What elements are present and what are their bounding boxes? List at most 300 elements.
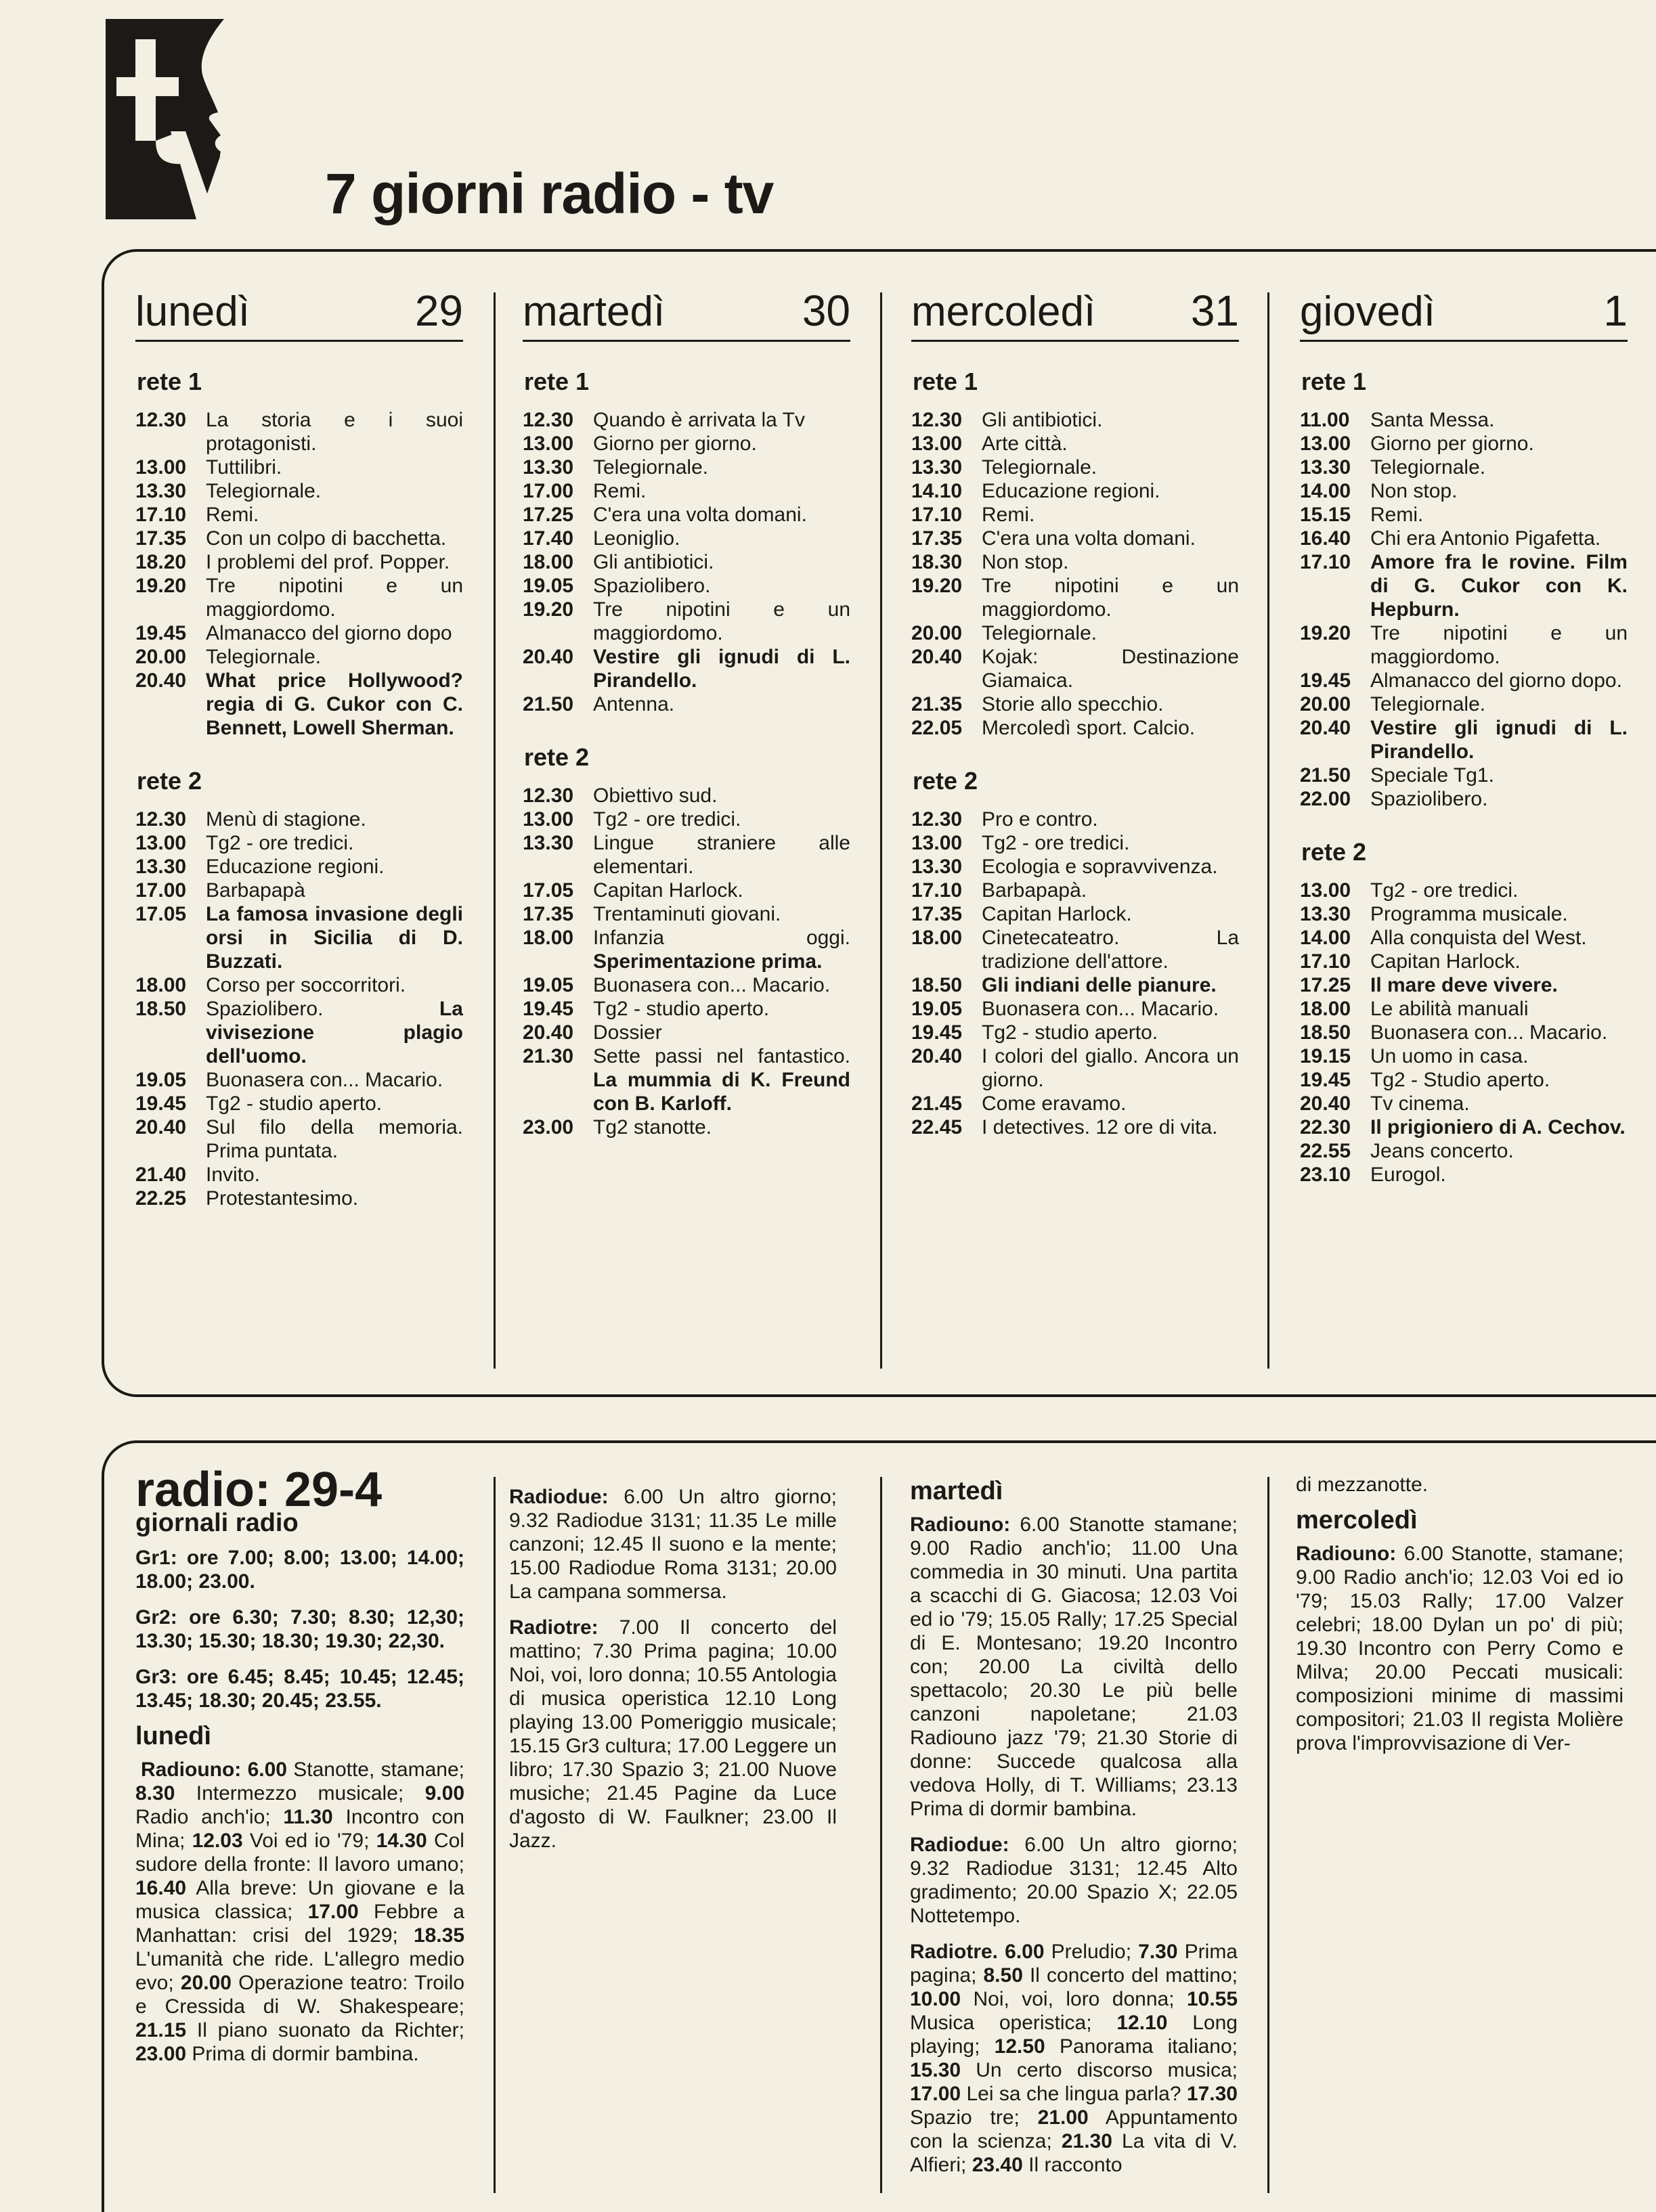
program-row [1300, 408, 1628, 432]
program-title-wrap [206, 621, 463, 645]
program-time: 18.20 [135, 551, 187, 573]
radio-title: radio: 29-4 [135, 1463, 383, 1517]
network-label: rete 2 [1301, 838, 1367, 866]
day-number: 1 [1603, 286, 1628, 335]
program-row [523, 645, 850, 692]
program-title-wrap [593, 598, 850, 645]
program-title: Con un colpo di bacchetta. [206, 527, 447, 550]
program-time: 14.10 [911, 480, 963, 502]
program-title: Storie allo specchio. [982, 693, 1164, 715]
program-row [523, 1115, 850, 1139]
program-row [1300, 503, 1628, 527]
program-row [523, 879, 850, 902]
program-title-wrap [1370, 1044, 1628, 1068]
program-title-wrap [982, 574, 1239, 621]
network-label: rete 1 [137, 368, 202, 395]
program-time: 13.30 [523, 456, 574, 479]
program-row [523, 926, 850, 973]
program-title: Buonasera con... Macario. [982, 998, 1219, 1020]
program-title-wrap [982, 527, 1239, 550]
program-title-wrap [1370, 1115, 1628, 1139]
program-time: 19.05 [523, 974, 574, 996]
program-row [523, 408, 850, 432]
program-row [135, 902, 463, 973]
program-time: 17.05 [523, 879, 574, 902]
program-time: 22.05 [911, 717, 963, 739]
program-row [523, 973, 850, 997]
day-number: 31 [1190, 286, 1239, 335]
program-time: 18.00 [523, 927, 574, 949]
program-row [1300, 926, 1628, 950]
program-title: Mercoledì sport. Calcio. [982, 717, 1196, 739]
day-column [1300, 286, 1628, 1187]
program-title: Almanacco del giorno dopo [206, 622, 452, 644]
program-row [1300, 479, 1628, 503]
program-row [135, 831, 463, 855]
day-name: mercoledì [911, 288, 1096, 335]
program-time: 18.50 [1300, 1021, 1351, 1044]
program-row [911, 1115, 1239, 1139]
program-time: 19.20 [135, 575, 187, 597]
program-time: 13.30 [523, 832, 574, 854]
program-title: Tre nipotini e un maggiordomo. [206, 575, 463, 621]
program-title: Tg2 - Studio aperto. [1370, 1069, 1550, 1091]
program-time: 17.10 [135, 504, 187, 526]
program-title-wrap [206, 527, 463, 550]
program-title: Telegiornale. [982, 622, 1097, 644]
program-title: Tv cinema. [1370, 1092, 1470, 1115]
program-title-wrap [1370, 432, 1628, 456]
program-row [135, 550, 463, 574]
program-title: Tg2 - studio aperto. [206, 1092, 383, 1115]
program-title-wrap [1370, 764, 1628, 787]
program-time: 20.40 [135, 669, 187, 692]
program-title-wrap [206, 1163, 463, 1187]
program-title-wrap [593, 692, 850, 716]
program-title: Telegiornale. [593, 456, 709, 479]
program-row [523, 456, 850, 479]
program-title-wrap [593, 973, 850, 997]
program-title-wrap [1370, 479, 1628, 503]
program-row [135, 456, 463, 479]
program-title: Telegiornale. [982, 456, 1097, 479]
program-row [523, 692, 850, 716]
radiodue-monday: Radiodue: 6.00 Un altro giorno; 9.32 Radiodue 3131; 11.35 Le mille canzoni; 12.45 Il suono e la mente; 15.00 Radiodue Roma 3131; 20.00 La campana sommersa. [509, 1486, 837, 1603]
program-title: Capitan Harlock. [593, 879, 743, 902]
program-title-wrap [982, 550, 1239, 574]
news-heading: giornali radio [135, 1509, 299, 1537]
program-title: Tg2 - ore tredici. [1370, 879, 1519, 902]
program-title: Spaziolibero. [593, 575, 711, 597]
program-time: 17.00 [523, 480, 574, 502]
program-row [135, 621, 463, 645]
program-title-wrap [206, 479, 463, 503]
program-title-wrap [982, 645, 1239, 692]
program-time: 13.30 [135, 480, 187, 502]
program-time: 13.00 [523, 433, 574, 455]
radio-column-4 [1296, 1473, 1624, 1767]
program-title-wrap [206, 669, 463, 740]
program-title-wrap [593, 1044, 850, 1115]
program-time: 19.45 [1300, 1069, 1351, 1091]
program-title-wrap [206, 645, 463, 669]
program-title-wrap [1370, 692, 1628, 716]
program-time: 12.30 [911, 808, 963, 831]
program-title-wrap [982, 692, 1239, 716]
program-time: 21.45 [911, 1092, 963, 1115]
program-title: Non stop. [982, 551, 1069, 573]
program-row [911, 879, 1239, 902]
network-label: rete 1 [524, 368, 590, 395]
program-row [523, 432, 850, 456]
program-row [911, 1092, 1239, 1115]
program-title: Capitan Harlock. [982, 903, 1132, 925]
program-title: Eurogol. [1370, 1164, 1446, 1186]
network-label: rete 2 [913, 767, 978, 795]
program-title: Educazione regioni. [982, 480, 1160, 502]
program-highlight: Sperimentazione prima. [593, 950, 823, 973]
program-time: 19.20 [523, 598, 574, 621]
program-time: 17.05 [135, 903, 187, 925]
program-title-wrap [206, 550, 463, 574]
radio-day-heading: martedì [910, 1477, 1003, 1505]
program-row [1300, 1068, 1628, 1092]
network-label: rete 2 [137, 767, 202, 795]
program-title: Chi era Antonio Pigafetta. [1370, 527, 1601, 550]
program-title-wrap [1370, 1163, 1628, 1187]
program-row [1300, 669, 1628, 692]
program-time: 14.00 [1300, 480, 1351, 502]
program-title: Telegiornale. [206, 480, 322, 502]
program-row [523, 527, 850, 550]
program-title: Remi. [1370, 504, 1424, 526]
radio-column-2 [509, 1473, 837, 1865]
program-row [135, 1115, 463, 1163]
program-title-wrap [1370, 926, 1628, 950]
day-number: 29 [414, 286, 463, 335]
day-column [911, 286, 1239, 1139]
program-row [523, 1021, 850, 1044]
program-title-wrap [593, 550, 850, 574]
program-title: Lingue straniere alle elementari. [593, 832, 850, 878]
program-title: Tg2 - ore tredici. [593, 808, 741, 831]
program-row [135, 1187, 463, 1210]
program-title-wrap [593, 879, 850, 902]
program-title: Sul filo della memoria. Prima puntata. [206, 1116, 463, 1162]
program-row [1300, 1092, 1628, 1115]
program-time: 12.30 [911, 409, 963, 431]
program-row [1300, 527, 1628, 550]
program-time: 13.00 [135, 832, 187, 854]
program-title-wrap [593, 784, 850, 808]
program-time: 13.30 [911, 456, 963, 479]
program-title: Invito. [206, 1164, 261, 1186]
program-row [911, 831, 1239, 855]
program-time: 17.10 [911, 879, 963, 902]
radiotre-tuesday: Radiotre. 6.00 Preludio; 7.30 Prima pagina; 8.50 Il concerto del mattino; 10.00 Noi, voi, loro donna; 10.55 Musica operistica; 12.10 Long playing; 12.50 Panorama italiano; 15.30 Un certo discorso musica; 17.00 Lei sa che lingua parla? 17.30 Spazio tre; 21.00 Appuntamento con la scienza; 21.30 La vita di V. Alfieri; 23.40 Il racconto [910, 1941, 1238, 2176]
program-row [135, 1068, 463, 1092]
program-row [1300, 456, 1628, 479]
program-title-wrap [206, 831, 463, 855]
program-time: 17.35 [911, 903, 963, 925]
program-time: 19.05 [135, 1069, 187, 1091]
program-time: 12.30 [135, 808, 187, 831]
program-title: Il mare deve vivere. [1370, 974, 1558, 996]
program-title-wrap [982, 902, 1239, 926]
program-title-wrap [982, 879, 1239, 902]
program-row [911, 408, 1239, 432]
program-time: 20.40 [911, 1045, 963, 1067]
day-number: 30 [802, 286, 850, 335]
program-time: 13.00 [911, 433, 963, 455]
program-row [911, 997, 1239, 1021]
program-title: What price Hollywood? regia di G. Cukor con C. Bennett, Lowell Sherman. [206, 669, 463, 739]
program-title: Spaziolibero. [206, 998, 324, 1020]
program-row [1300, 1163, 1628, 1187]
program-title-wrap [206, 408, 463, 456]
program-title-wrap [982, 503, 1239, 527]
program-row [135, 574, 463, 621]
program-row [523, 550, 850, 574]
program-title-wrap [1370, 503, 1628, 527]
program-time: 13.30 [911, 856, 963, 878]
program-row [911, 574, 1239, 621]
program-title: Tg2 - studio aperto. [982, 1021, 1158, 1044]
program-title: Amore fra le rovine. Film di G. Cukor con K. Hepburn. [1370, 551, 1628, 621]
program-time: 13.00 [911, 832, 963, 854]
program-time: 23.10 [1300, 1164, 1351, 1186]
program-title: C'era una volta domani. [593, 504, 807, 526]
radiouno-tuesday: Radiouno: 6.00 Stanotte stamane; 9.00 Radio anch'io; 11.00 Una commedia in 30 minuti. Una partita a scacchi di G. Giacosa; 12.03 Voi ed io '79; 15.05 Rally; 17.25 Special di E. Montesano; 19.20 Incontro con; 20.00 La civiltà dello spettacolo; 20.30 Le più belle canzoni napoletane; 21.03 Radiouno jazz '79; 21.30 Storie di donne: Succede qualcosa alla vedova Holly, di T. Williams; 23.13 Prima di dormir bambina. [910, 1513, 1238, 1820]
program-title: Gli indiani delle pianure. [982, 974, 1217, 996]
radio-column-3 [910, 1473, 1238, 2189]
program-row [1300, 621, 1628, 669]
program-row [911, 692, 1239, 716]
program-title-wrap [593, 926, 850, 973]
program-row [135, 669, 463, 740]
program-time: 19.45 [1300, 669, 1351, 692]
program-title: Infanzia oggi. [593, 927, 850, 949]
program-title: Spaziolibero. [1370, 788, 1488, 810]
program-title: Dossier [593, 1021, 662, 1044]
day-header [523, 286, 850, 342]
program-row [135, 503, 463, 527]
program-row [911, 926, 1239, 973]
program-title-wrap [1370, 1021, 1628, 1044]
program-row [911, 1021, 1239, 1044]
program-row [1300, 716, 1628, 764]
network-label: rete 1 [913, 368, 978, 395]
program-row [911, 645, 1239, 692]
program-title: Trentaminuti giovani. [593, 903, 781, 925]
network-label: rete 1 [1301, 368, 1367, 395]
radio-text: di mezzanotte. [1296, 1474, 1429, 1496]
page-title: 7 giorni radio - tv [325, 162, 774, 225]
program-title-wrap [1370, 879, 1628, 902]
program-row [911, 550, 1239, 574]
program-time: 18.50 [911, 974, 963, 996]
program-row [523, 503, 850, 527]
program-time: 13.00 [1300, 879, 1351, 902]
program-row [1300, 1021, 1628, 1044]
program-title: Quando è arrivata la Tv [593, 409, 805, 431]
program-time: 19.20 [1300, 622, 1351, 644]
program-row [911, 902, 1239, 926]
program-time: 19.45 [911, 1021, 963, 1044]
program-title-wrap [982, 621, 1239, 645]
program-time: 20.40 [523, 646, 574, 668]
program-row [135, 1163, 463, 1187]
program-time: 18.30 [911, 551, 963, 573]
program-title: Tre nipotini e un maggiordomo. [982, 575, 1239, 621]
program-row [523, 808, 850, 831]
program-row [135, 645, 463, 669]
program-row [1300, 997, 1628, 1021]
program-title-wrap [982, 479, 1239, 503]
program-time: 20.00 [1300, 693, 1351, 715]
column-divider [880, 292, 882, 1369]
program-title-wrap [1370, 997, 1628, 1021]
column-divider [494, 1477, 496, 2193]
program-time: 13.30 [135, 856, 187, 878]
program-title: Vestire gli ignudi di L. Pirandello. [1370, 717, 1628, 763]
program-time: 19.15 [1300, 1045, 1351, 1067]
program-time: 17.10 [911, 504, 963, 526]
program-title-wrap [1370, 716, 1628, 764]
program-row [911, 432, 1239, 456]
program-title: Tuttilibri. [206, 456, 282, 479]
program-time: 22.55 [1300, 1140, 1351, 1162]
program-row [523, 831, 850, 879]
program-title: Speciale Tg1. [1370, 764, 1494, 787]
program-time: 17.35 [911, 527, 963, 550]
program-title: Programma musicale. [1370, 903, 1568, 925]
program-title-wrap [206, 973, 463, 997]
program-title: Ecologia e sopravvivenza. [982, 856, 1218, 878]
program-time: 22.30 [1300, 1116, 1351, 1138]
program-title-wrap [206, 574, 463, 621]
program-title-wrap [593, 1115, 850, 1139]
program-row [1300, 950, 1628, 973]
program-title: Telegiornale. [1370, 693, 1486, 715]
program-title-wrap [206, 1115, 463, 1163]
program-title: Gli antibiotici. [593, 551, 714, 573]
program-time: 17.10 [1300, 551, 1351, 573]
program-row [523, 1044, 850, 1115]
network-label: rete 2 [524, 743, 590, 771]
program-title-wrap [982, 1115, 1239, 1139]
program-time: 21.30 [523, 1045, 574, 1067]
day-header [135, 286, 463, 342]
program-title: Tre nipotini e un maggiordomo. [593, 598, 850, 644]
program-title: Non stop. [1370, 480, 1458, 502]
program-time: 18.00 [523, 551, 574, 573]
program-row [135, 1092, 463, 1115]
program-time: 22.45 [911, 1116, 963, 1138]
program-title: C'era una volta domani. [982, 527, 1196, 550]
program-row [911, 808, 1239, 831]
program-title: Menù di stagione. [206, 808, 366, 831]
radiodue-tuesday: Radiodue: 6.00 Un altro giorno; 9.32 Radiodue 3131; 12.45 Alto gradimento; 20.00 Spazio X; 22.05 Nottetempo. [910, 1834, 1238, 1927]
program-title-wrap [593, 479, 850, 503]
program-title-wrap [982, 716, 1239, 740]
column-divider [1267, 292, 1269, 1369]
program-time: 17.40 [523, 527, 574, 550]
program-title: Un uomo in casa. [1370, 1045, 1529, 1067]
program-row [523, 574, 850, 598]
program-title: La storia e i suoi protagonisti. [206, 409, 463, 455]
program-title-wrap [206, 902, 463, 973]
program-title-wrap [1370, 456, 1628, 479]
program-title-wrap [982, 855, 1239, 879]
program-title-wrap [982, 1092, 1239, 1115]
program-title: Giorno per giorno. [1370, 433, 1534, 455]
program-title: Tg2 - ore tredici. [982, 832, 1130, 854]
program-time: 12.30 [523, 784, 574, 807]
program-title-wrap [206, 1092, 463, 1115]
news-line-gr2: Gr2: ore 6.30; 7.30; 8.30; 12,30; 13.30; 15.30; 18.30; 19.30; 22,30. [135, 1606, 464, 1652]
program-row [1300, 973, 1628, 997]
program-time: 11.00 [1300, 409, 1350, 431]
program-time: 17.35 [135, 527, 187, 550]
program-title-wrap [1370, 787, 1628, 811]
program-title-wrap [1370, 950, 1628, 973]
program-row [135, 973, 463, 997]
program-title-wrap [1370, 973, 1628, 997]
program-title: Obiettivo sud. [593, 784, 718, 807]
program-title: Educazione regioni. [206, 856, 385, 878]
day-name: lunedì [135, 288, 250, 335]
program-time: 18.00 [135, 974, 187, 996]
program-time: 13.00 [1300, 433, 1351, 455]
program-time: 20.00 [911, 622, 963, 644]
program-title: Leoniglio. [593, 527, 680, 550]
program-row [523, 479, 850, 503]
program-title-wrap [593, 1021, 850, 1044]
program-title: Come eravamo. [982, 1092, 1127, 1115]
program-title: Protestantesimo. [206, 1187, 359, 1210]
radio-day-heading: lunedì [135, 1722, 211, 1750]
day-column [135, 286, 463, 1210]
radio-text: 6.00 Stanotte, stamane; 8.30 Intermezzo musicale; 9.00 Radio anch'io; 11.30 Incontro con Mina; 12.03 Voi ed io '79; 14.30 Col sudore della fronte: Il lavoro umano; 16.40 Alla breve: Un giovane e la musica classica; 17.00 Febbre a Manhattan: crisi del 1929; 18.35 L'umanità che ride. L'allegro medio evo; 20.00 Operazione teatro: Troilo e Cressida di W. Shakespeare; 21.15 Il piano suonato da Richter; 23.00 Prima di dormir bambina. [135, 1758, 465, 2065]
program-row [1300, 550, 1628, 621]
column-divider [1267, 1477, 1269, 2193]
program-row [911, 456, 1239, 479]
program-title-wrap [593, 432, 850, 456]
program-title-wrap [593, 503, 850, 527]
program-time: 17.00 [135, 879, 187, 902]
program-row [1300, 879, 1628, 902]
program-time: 13.30 [1300, 903, 1351, 925]
program-row [911, 621, 1239, 645]
program-title: Remi. [982, 504, 1035, 526]
radio-text: 6.00 Preludio; 7.30 Prima pagina; 8.50 Il concerto del mattino; 10.00 Noi, voi, loro donna; 10.55 Musica operistica; 12.10 Long playing; 12.50 Panorama italiano; 15.30 Un certo discorso musica; 17.00 Lei sa che lingua parla? 17.30 Spazio tre; 21.00 Appuntamento con la scienza; 21.30 La vita di V. Alfieri; 23.40 Il racconto [910, 1941, 1238, 2176]
program-time: 21.50 [523, 693, 574, 715]
program-time: 20.40 [1300, 1092, 1351, 1115]
program-title: Tg2 - ore tredici. [206, 832, 354, 854]
tv-logo [106, 19, 306, 219]
program-row [911, 479, 1239, 503]
program-title: Tre nipotini e un maggiordomo. [1370, 622, 1628, 668]
program-title-wrap [982, 432, 1239, 456]
program-row [1300, 902, 1628, 926]
program-time: 19.45 [135, 1092, 187, 1115]
program-title: Il prigioniero di A. Cechov. [1370, 1116, 1626, 1138]
program-title-wrap [1370, 550, 1628, 621]
program-title: Tg2 stanotte. [593, 1116, 712, 1138]
program-row [1300, 787, 1628, 811]
program-highlight: La mummia di K. Freund con B. Karloff. [593, 1069, 850, 1115]
